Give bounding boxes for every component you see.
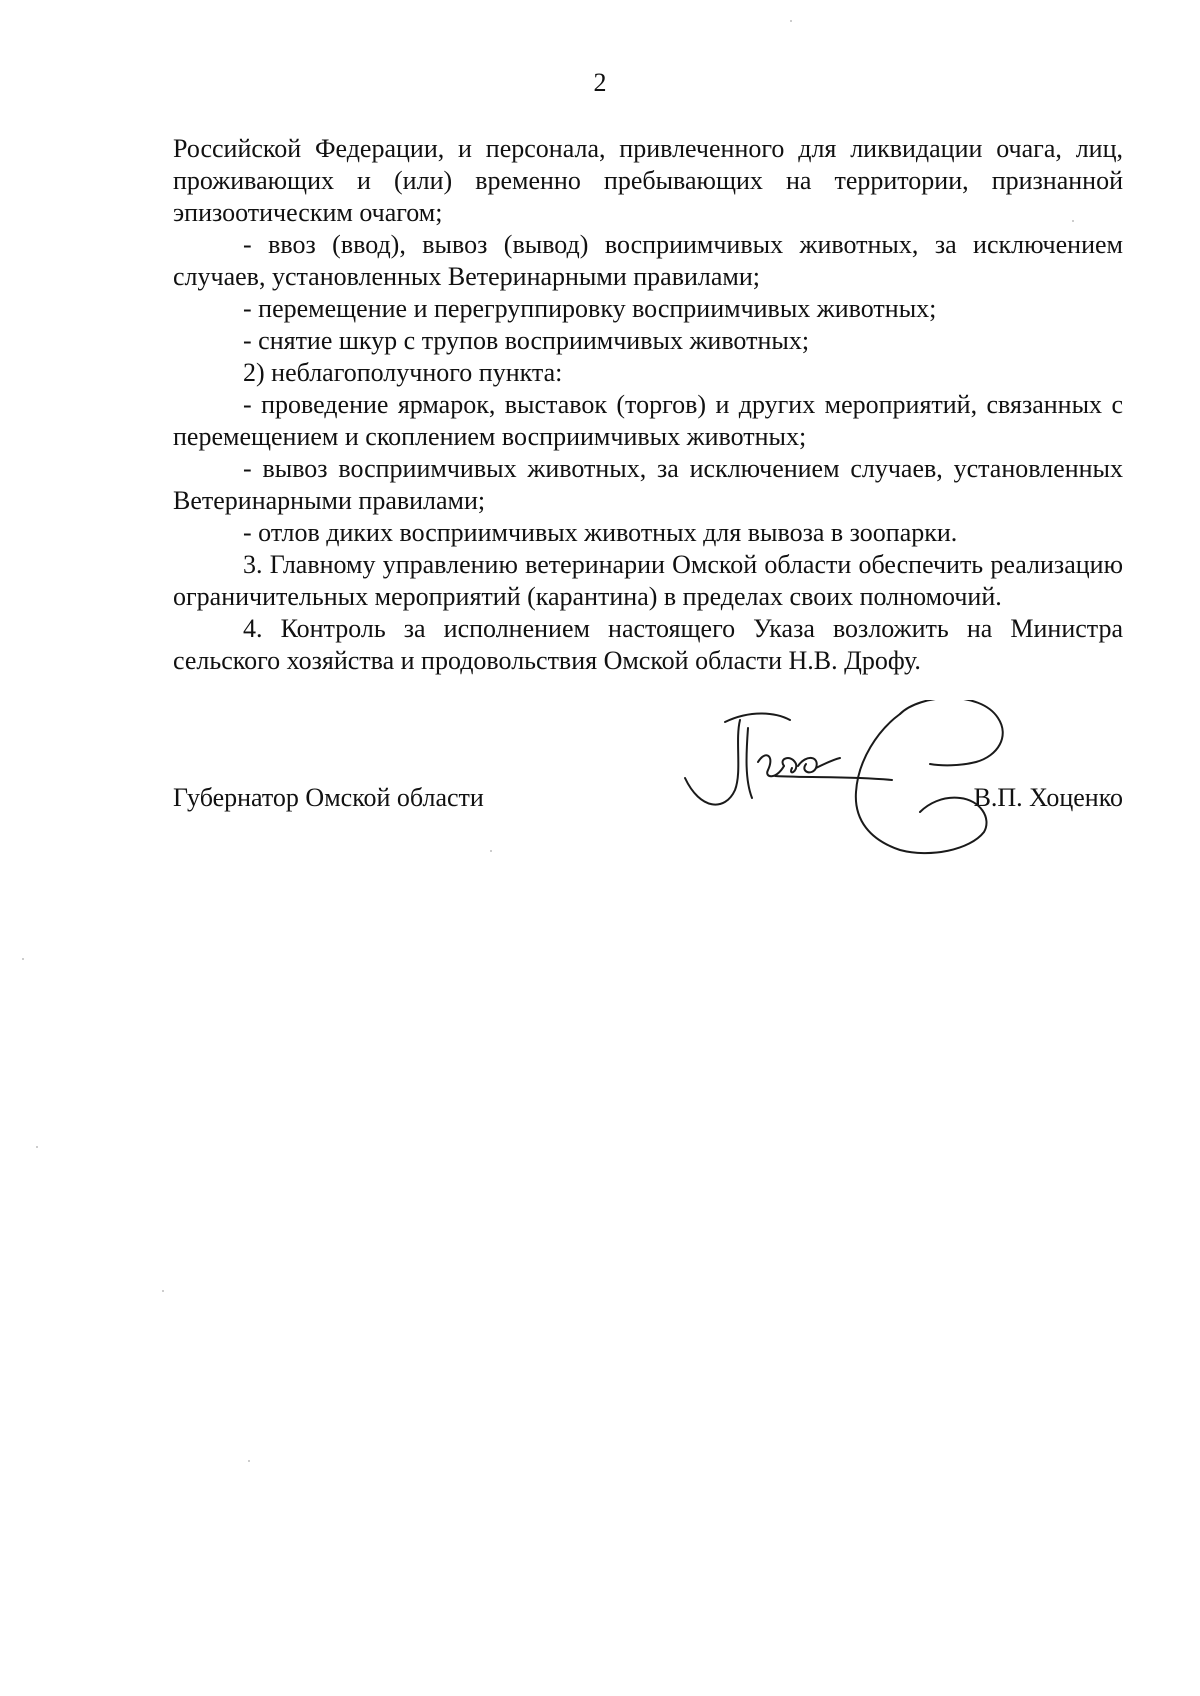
document-body (173, 133, 1123, 677)
signatory-title: Губернатор Омской области (173, 783, 484, 812)
scan-speck (790, 20, 792, 22)
scan-speck (248, 1460, 250, 1462)
scan-speck (162, 1290, 164, 1292)
paragraph: 4. Контроль за исполнением настоящего Указа возложить на Министра сельского хозяйства и продовольствия Омской области Н.В. Дрофу. (173, 614, 1123, 675)
scan-speck (22, 958, 24, 960)
scan-speck (490, 850, 492, 852)
paragraph: 2) неблагополучного пункта: (243, 358, 563, 387)
paragraph: - ввоз (ввод), вывоз (вывод) восприимчивых животных, за исключением случаев, установленных Ветеринарными правилами; (173, 230, 1123, 291)
handwritten-signature (680, 700, 1040, 880)
paragraph: - снятие шкур с трупов восприимчивых животных; (243, 326, 810, 355)
signatory-name: В.П. Хоценко (973, 783, 1123, 812)
scan-speck (36, 1146, 38, 1148)
scan-speck (1072, 220, 1074, 222)
paragraph: - проведение ярмарок, выставок (торгов) и других мероприятий, связанных с перемещением и скоплением восприимчивых животных; (173, 390, 1123, 451)
paragraph: - перемещение и перегруппировку восприимчивых животных; (243, 294, 937, 323)
paragraph: - отлов диких восприимчивых животных для вывоза в зоопарки. (243, 518, 958, 547)
paragraph: - вывоз восприимчивых животных, за исключением случаев, установленных Ветеринарными правилами; (173, 454, 1123, 515)
page-number: 2 (593, 68, 607, 97)
paragraph: Российской Федерации, и персонала, привлеченного для ликвидации очага, лиц, проживающих и (или) временно пребывающих на территории, признанной эпизоотическим очагом; (173, 134, 1123, 227)
paragraph: 3. Главному управлению ветеринарии Омской области обеспечить реализацию ограничительных мероприятий (карантина) в пределах своих полномочий. (173, 550, 1123, 611)
